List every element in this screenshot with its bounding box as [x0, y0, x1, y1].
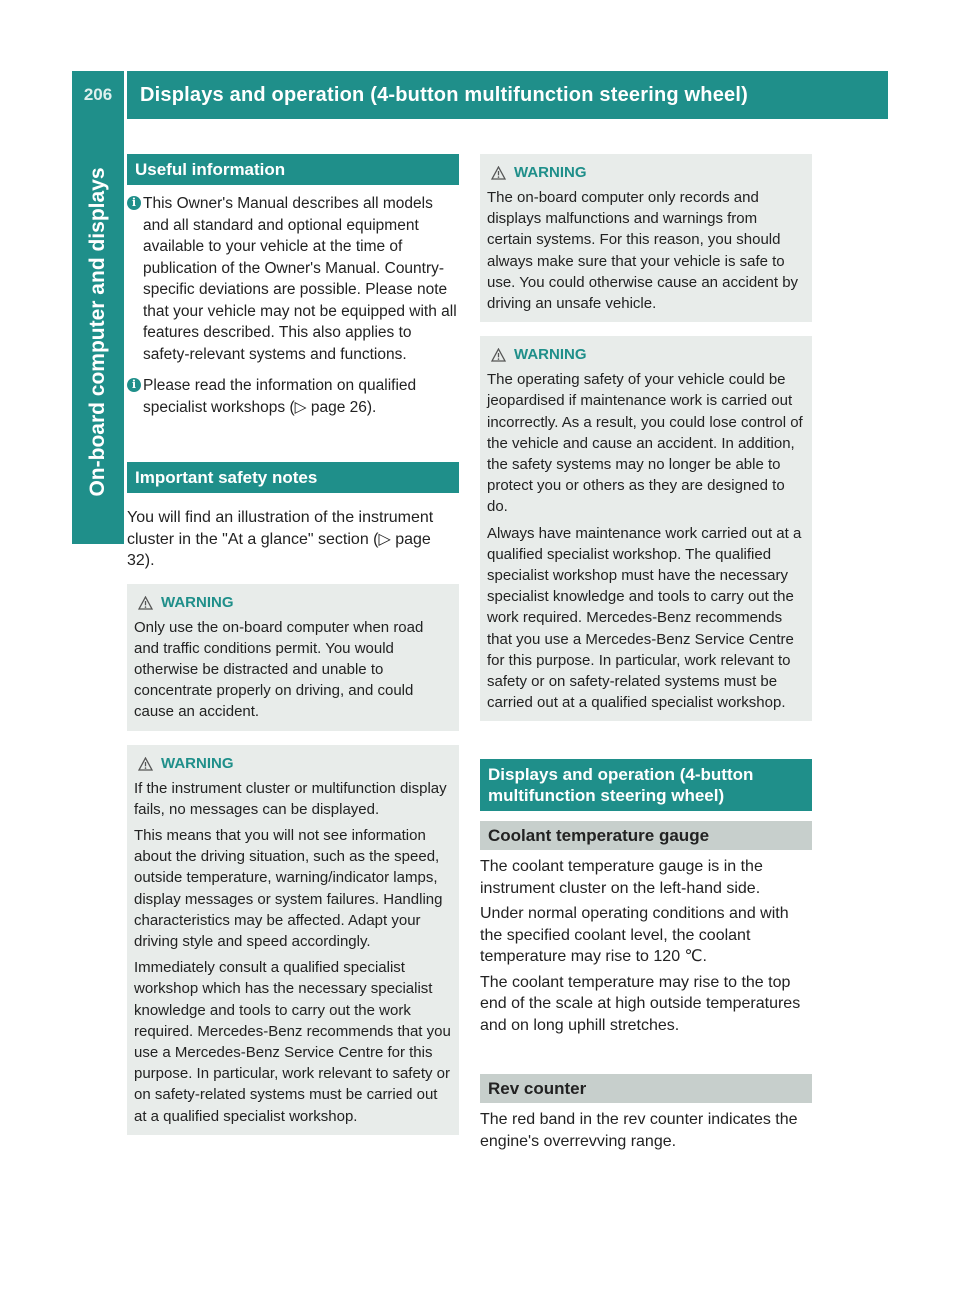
warning-triangle-icon [491, 166, 506, 180]
coolant-paragraph: Under normal operating conditions and with the specified coolant level, the coolant temperature may rise to 120 ℃. [480, 905, 789, 966]
coolant-gauge-heading: Coolant temperature gauge [480, 821, 812, 850]
info-note-text: This Owner's Manual describes all models and all standard and optional equipment available to your vehicle at the time of publication of the Owner's Manual. Country-specific deviations are possible. Please note that your vehicle may not be equipped with all features described. This also applies to safety-relevant systems and functions. [143, 195, 457, 363]
right-column [480, 154, 812, 1152]
warning-triangle-icon [138, 596, 153, 610]
safety-intro: You will find an illustration of the instrument cluster in the "At a glance" section (▷ page 32). [127, 509, 434, 569]
chapter-label: On-board computer and displays [86, 166, 109, 497]
coolant-paragraph: The coolant temperature gauge is in the instrument cluster on the left-hand side. [480, 858, 763, 897]
page-header [72, 71, 888, 119]
info-icon: i [127, 196, 141, 210]
warning-triangle-icon [138, 757, 153, 771]
warning-text: Only use the on-board computer when road and traffic conditions permit. You would otherwise be distracted and unable to concentrate properly on driving, and could cause an accident. [134, 618, 424, 721]
warning-label: WARNING [514, 164, 587, 181]
warning-text: If the instrument cluster or multifunction display fails, no messages can be displayed. [134, 779, 447, 818]
info-icon: i [127, 378, 141, 392]
left-column [127, 154, 459, 1135]
warning-label: WARNING [161, 593, 234, 611]
warning-label: WARNING [514, 346, 587, 364]
warning-box [127, 584, 459, 731]
info-note [127, 193, 459, 365]
warning-header [134, 755, 452, 773]
page-number: 206 [72, 71, 127, 119]
info-note [127, 375, 459, 418]
warning-label: WARNING [161, 754, 234, 772]
warning-triangle-icon [491, 348, 506, 362]
info-note-text: Please read the information on qualified specialist workshops (▷ page 26). [143, 377, 417, 416]
warning-box [480, 336, 812, 721]
displays-operation-heading: Displays and operation (4-button multifunction steering wheel) [480, 759, 812, 811]
warning-text: The on-board computer only records and displays malfunctions and warnings from certain systems. For this reason, you should always make sure that your vehicle is safe to use. You could otherwise cause an accident by driving an unsafe vehicle. [487, 189, 799, 313]
warning-box [480, 154, 812, 322]
rev-counter-paragraph: The red band in the rev counter indicates the engine's overrevving range. [480, 1111, 798, 1150]
warning-header [487, 164, 805, 182]
useful-info-heading: Useful information [127, 154, 459, 185]
warning-box [127, 745, 459, 1135]
warning-header [487, 346, 805, 364]
warning-text: The operating safety of your vehicle could be jeopardised if maintenance work is carried out incorrectly. As a result, you could lose control of the vehicle and cause an accident. In addition, the safety systems may no longer be able to protect you or others as they are designed to do. [487, 371, 803, 516]
warning-header [134, 594, 452, 612]
warning-text: Immediately consult a qualified specialist workshop which has the necessary specialist knowledge and tools to carry out the work required. Mercedes-Benz recommends that you use a Mercedes-Benz Service Centre for this purpose. In particular, work relevant to safety or on safety-related systems must be carried out at a qualified specialist workshop. [134, 959, 451, 1125]
warning-text: This means that you will not see information about the driving situation, such as the speed, outside temperature, warning/indicator lamps, display messages or system failures. Handling characteristics may be affected. Adapt your driving style and speed accordingly. [134, 826, 443, 950]
page-title: Displays and operation (4-button multifunction steering wheel) [140, 83, 748, 106]
rev-counter-heading: Rev counter [480, 1074, 812, 1103]
coolant-paragraph: The coolant temperature may rise to the top end of the scale at high outside temperatures and on long uphill stretches. [480, 973, 801, 1034]
safety-notes-heading: Important safety notes [127, 462, 459, 493]
chapter-side-tab [72, 119, 124, 544]
warning-text: Always have maintenance work carried out at a qualified specialist workshop. The qualified specialist workshop must have the necessary specialist knowledge and tools to carry out the work required. Mercedes-Benz recommends that you use a Mercedes-Benz Service Centre for this purpose. In particular, work relevant to safety or on safety-related systems must be carried out at a qualified specialist workshop. [487, 524, 802, 712]
